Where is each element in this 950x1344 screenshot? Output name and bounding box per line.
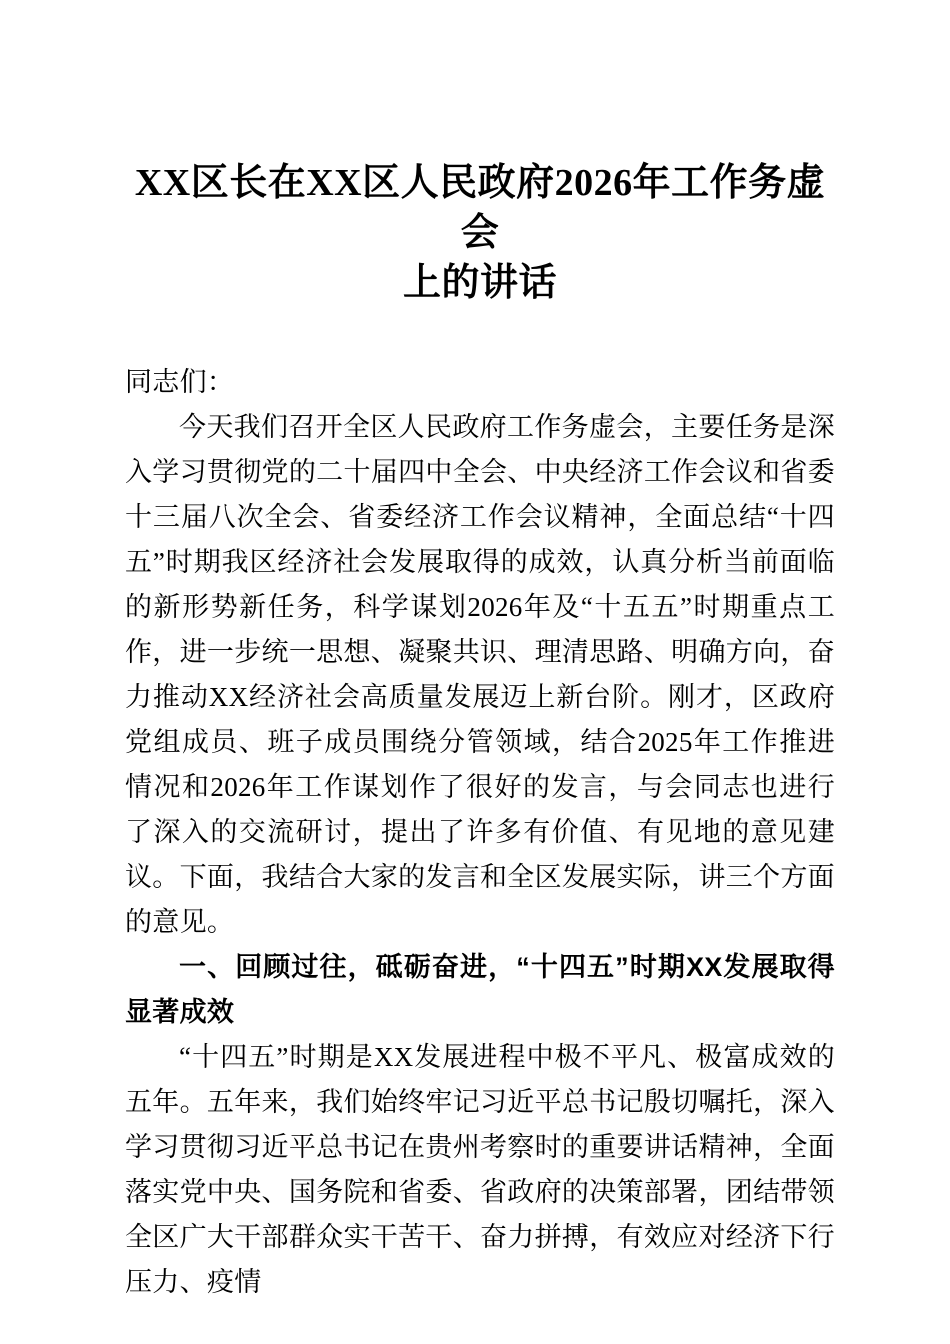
salutation: 同志们： (125, 367, 235, 397)
document-title-line-1: XX区长在XX区人民政府2026年工作务虚会 (134, 162, 826, 254)
section-1-heading: 一、回顾过往，砥砺奋进，“十四五”时期XX发展取得显著成效 (125, 952, 835, 1027)
document-body (125, 360, 835, 1305)
document-title-line-2: 上的讲话 (402, 262, 557, 304)
intro-paragraph: 今天我们召开全区人民政府工作务虚会，主要任务是深入学习贯彻党的二十届四中全会、中央经济工作会议和省委十三届八次全会、省委经济工作会议精神，全面总结“十四五”时期我区经济社会发展取得的成效，认真分析当前面临的新形势新任务，科学谋划2026年及“十五五”时期重点工作，进一步统一思想、凝聚共识、理清思路、明确方向，奋力推动XX经济社会高质量发展迈上新台阶。刚才，区政府党组成员、班子成员围绕分管领域，结合2025年工作推进情况和2026年工作谋划作了很好的发言，与会同志也进行了深入的交流研讨，提出了许多有价值、有见地的意见建议。下面，我结合大家的发言和全区发展实际，讲三个方面的意见。 (125, 412, 835, 937)
document-title (125, 158, 835, 308)
section-1-paragraph: “十四五”时期是XX发展进程中极不平凡、极富成效的五年。五年来，我们始终牢记习近平总书记殷切嘱托，深入学习贯彻习近平总书记在贵州考察时的重要讲话精神，全面落实党中央、国务院和省委、省政府的决策部署，团结带领全区广大干部群众实干苦干、奋力拼搏，有效应对经济下行压力、疫情 (125, 1042, 835, 1297)
